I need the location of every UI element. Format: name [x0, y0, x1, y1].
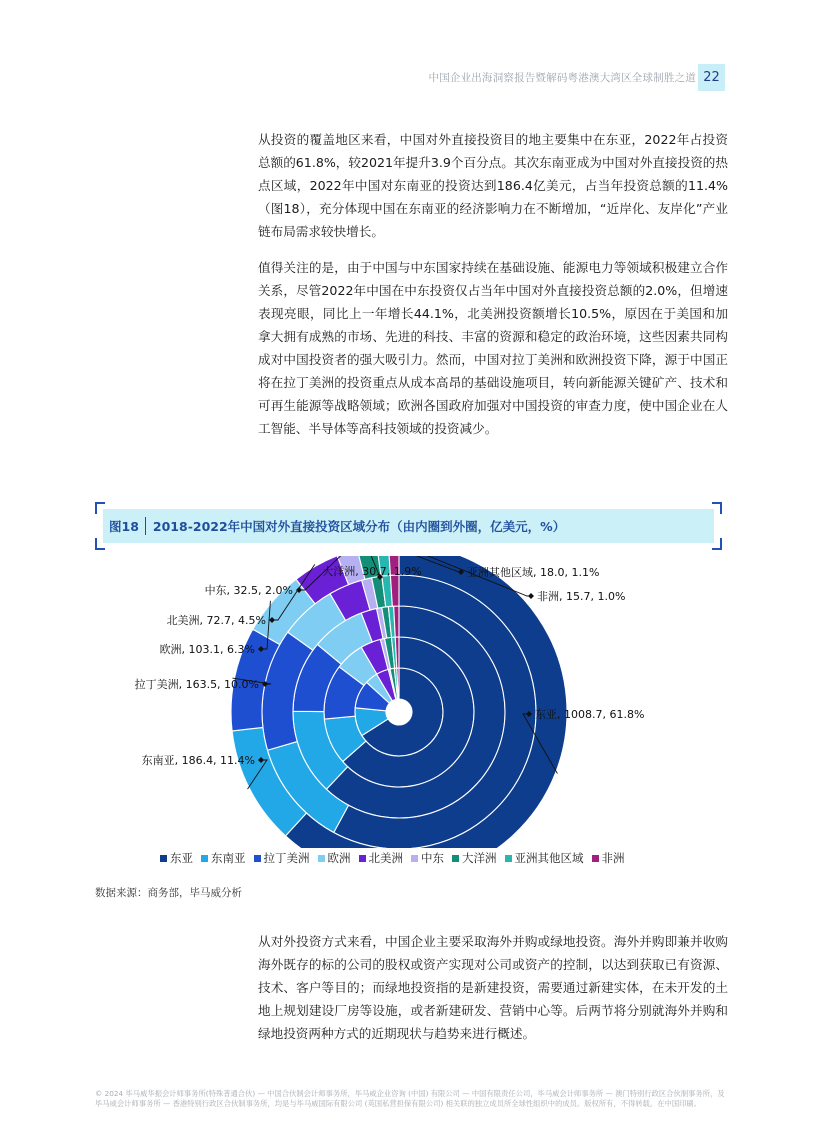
legend-item-latin-america: [254, 850, 310, 866]
figure-caption-box: [95, 502, 722, 550]
data-label-latin-america: 拉丁美洲, 163.5, 10.0%: [134, 678, 259, 691]
body-paragraph-1: 从投资的覆盖地区来看，中国对外直接投资目的地主要集中在东亚，2022年占投资总额的61.8%，较2021年提升3.9个百分点。其次东南亚成为中国对外直接投资的热点区域，2022年中国对东南亚的投资达到186.4亿美元，占当年投资总额的11.4%（图18），充分体现中国在东南亚的经济影响力在不断增加，“近岸化、友岸化”产业链布局需求较快增长。: [258, 132, 728, 239]
legend-swatch: [254, 855, 261, 862]
legend-label: 拉丁美洲: [263, 851, 310, 865]
running-header-title: 中国企业出海洞察报告暨解码粤港澳大湾区全球制胜之道: [428, 72, 696, 84]
legend-swatch: [160, 855, 167, 862]
legend-label: 大洋洲: [462, 851, 497, 865]
legend-item-oceania: [452, 850, 497, 866]
chart-rings: [231, 556, 567, 848]
legend-item-north-america: [359, 850, 404, 866]
legend-swatch: [505, 855, 512, 862]
legend-label: 欧洲: [327, 851, 351, 865]
body-paragraph-3: 从对外投资方式来看，中国企业主要采取海外并购或绿地投资。海外并购即兼并收购海外既存的标的公司的股权或资产实现对公司或资产的控制，以达到获取已有资源、技术、客户等目的；而绿地投资指的是新建投资，需要通过新建实体，在未开发的土地上规划建设厂房等设施，或者新建研发、营销中心等。后两节将分别就海外并购和绿地投资两种方式的近期现状与趋势来进行概述。: [258, 934, 728, 1041]
legend-item-europe: [318, 850, 351, 866]
chart-legend: [160, 850, 640, 866]
data-label-oceania: 大洋洲, 30.7, 1.9%: [322, 565, 422, 578]
figure-title: 2018-2022年中国对外直接投资区域分布（由内圈到外圈，亿美元，%）: [152, 519, 566, 534]
legend-label: 亚洲其他区域: [514, 851, 584, 865]
data-label-europe: 欧洲, 103.1, 6.3%: [159, 643, 255, 656]
caption-divider: [145, 517, 146, 535]
data-label-southeast-asia: 东南亚, 186.4, 11.4%: [141, 754, 255, 767]
legend-label: 东南亚: [211, 851, 246, 865]
ring-2020-segment-africa: [394, 606, 399, 637]
legend-item-other-asia: [505, 850, 584, 866]
legend-swatch: [318, 855, 325, 862]
body-paragraph-2: 值得关注的是，由于中国与中东国家持续在基础设施、能源电力等领域积极建立合作关系，尽管2022年中国在中东投资仅占当年中国对外直接投资总额的2.0%，但增速表现亮眼，同比上一年增长44.1%，北美洲投资额增长10.5%，原因在于美国和加拿大拥有成熟的市场、先进的科技、丰富的资源和稳定的政治环境，这些因素共同构成对中国投资者的强大吸引力。然而，中国对拉丁美洲和欧洲投资下降，源于中国正将在拉丁美洲的投资重点从成本高昂的基础设施项目，转向新能源关键矿产、技术和可再生能源等战略领域；欧洲各国政府加强对中国投资的审查力度，使中国企业在人工智能、半导体等高科技领域的投资减少。: [258, 260, 728, 436]
copyright-footer: © 2024 毕马威华振会计师事务所(特殊普通合伙) — 中国合伙制会计师事务所，毕马威企业咨询 (中国) 有限公司 — 中国有限责任公司，毕马威会计师事务所 — 澳门特别行政区合伙制事务所，及毕马威会计师事务所 — 香港特别行政区合伙制事务所，均是与毕马威国际有限公司 (英国私营担保有限公司) 相关联的独立成员所全球性组织中的成员。版权所有，不得转载。在中国印刷。: [95, 1089, 725, 1108]
legend-item-southeast-asia: [201, 850, 246, 866]
legend-label: 东亚: [170, 851, 193, 865]
donut-chart: [95, 556, 721, 848]
legend-item-middle-east: [411, 850, 444, 866]
figure-number: 图18: [109, 519, 139, 534]
legend-swatch: [201, 855, 208, 862]
figure-caption-band: [103, 509, 714, 543]
data-source: 数据来源：商务部，毕马威分析: [95, 887, 242, 899]
page-number: 22: [698, 64, 725, 91]
data-label-east-asia: 东亚, 1008.7, 61.8%: [535, 708, 645, 721]
legend-swatch: [592, 855, 599, 862]
legend-swatch: [452, 855, 459, 862]
legend-swatch: [359, 855, 366, 862]
legend-item-east-asia: [160, 850, 193, 866]
legend-swatch: [411, 855, 418, 862]
data-label-middle-east: 中东, 32.5, 2.0%: [204, 584, 293, 597]
legend-label: 非洲: [601, 851, 625, 865]
legend-label: 北美洲: [368, 851, 403, 865]
legend-label: 中东: [421, 851, 444, 865]
data-label-africa: 非洲, 15.7, 1.0%: [537, 590, 626, 603]
legend-item-africa: [592, 850, 625, 866]
data-label-other-asia: 亚洲其他区域, 18.0, 1.1%: [467, 566, 600, 579]
ring-2021-segment-africa: [390, 575, 399, 606]
callout-marker-africa: [528, 593, 534, 599]
data-label-north-america: 北美洲, 72.7, 4.5%: [166, 614, 266, 627]
